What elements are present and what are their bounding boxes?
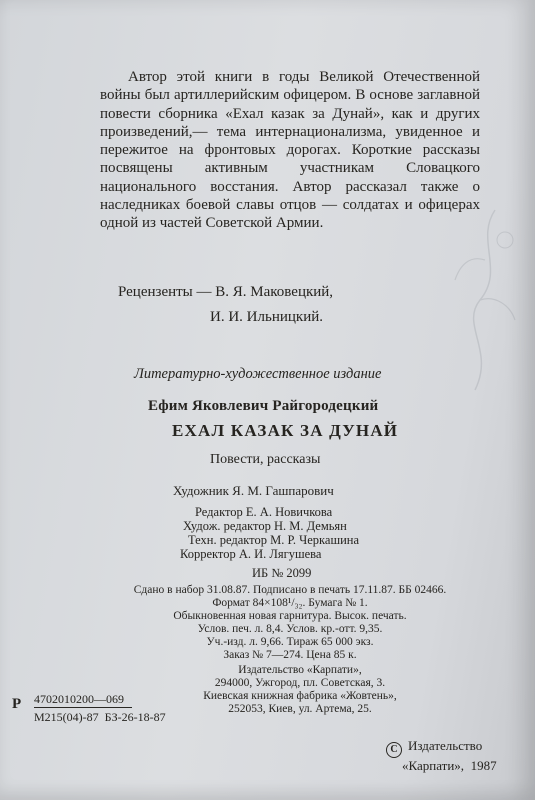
staff-editor: Редактор Е. А. Новичкова [195, 505, 333, 519]
index-letter: Р [12, 696, 22, 712]
copyright-notice [386, 738, 497, 774]
book-subtitle: Повести, рассказы [210, 452, 321, 467]
reviewers-line-2: И. И. Ильницкий. [210, 309, 323, 325]
publisher-line: Издательство «Карпати», [238, 664, 362, 676]
copyright-icon: С [386, 742, 402, 758]
book-title: ЕХАЛ КАЗАК ЗА ДУНАЙ [172, 421, 399, 440]
publisher-info [150, 664, 450, 716]
staff-artist: Художник Я. М. Гашпарович [173, 483, 334, 498]
index-line-2 [34, 708, 166, 724]
colophon-line: Услов. печ. л. 8,4. Услов. кр.-отт. 9,35. [197, 623, 383, 635]
faint-floral-watermark [435, 200, 525, 420]
copyright-line-1 [386, 738, 497, 758]
colophon-line: Заказ № 7—274. Цена 85 к. [223, 649, 357, 661]
colophon-line: Обыкновенная новая гарнитура. Высок. печать. [173, 610, 407, 622]
index-code-left: М215(04)-87 [34, 710, 99, 724]
staff-proofreader: Корректор А. И. Лягушева [180, 547, 322, 561]
publisher-line: 294000, Ужгород, пл. Советская, 3. [214, 677, 386, 689]
index-line-1: 4702010200—069 [34, 692, 132, 708]
staff-art-editor: Худож. редактор Н. М. Демьян [183, 519, 347, 533]
copyright-publisher-name: «Карпати», [402, 758, 465, 773]
colophon-line: Формат 84×108¹/₃₂. Бумага № 1. [212, 597, 368, 609]
publisher-line: 252053, Киев, ул. Артема, 25. [228, 703, 372, 715]
ib-number: ИБ № 2099 [252, 566, 312, 580]
book-annotation: Автор этой книги в годы Великой Отечественной войны был артиллерийским офицером. В основе заглавной повести сборника «Ехал казак за Дунай», как и других произведений,— тема интернационализма, увиденное и пережитое на фронтовых дорогах. Короткие рассказы посвящены активным участникам Словацкого национального восстания. Автор рассказал также о наследниках боевой славы отцов — солдатах и офицерах одной из частей Советской Армии. [100, 69, 480, 232]
colophon-line: Сдано в набор 31.08.87. Подписано в печать 17.11.87. ББ 02466. [133, 584, 447, 596]
copyright-year: 1987 [470, 758, 497, 773]
series-note: Литературно-художественное издание [134, 366, 382, 382]
author-name: Ефим Яковлевич Райгородецкий [148, 398, 379, 414]
print-colophon [110, 584, 470, 662]
copyright-publisher-label: Издательство [408, 738, 483, 753]
copyright-line-2 [386, 758, 497, 774]
reviewers [118, 280, 448, 330]
publisher-line: Киевская книжная фабрика «Жовтень», [203, 690, 397, 702]
staff-tech-editor: Техн. редактор М. Р. Черкашина [188, 533, 360, 547]
colophon-line: Уч.-изд. л. 9,66. Тираж 65 000 экз. [206, 636, 374, 648]
reviewers-line-1: Рецензенты — В. Я. Маковецкий, [118, 284, 334, 300]
catalog-index [34, 692, 166, 724]
index-code-right: БЗ-26-18-87 [104, 710, 166, 724]
